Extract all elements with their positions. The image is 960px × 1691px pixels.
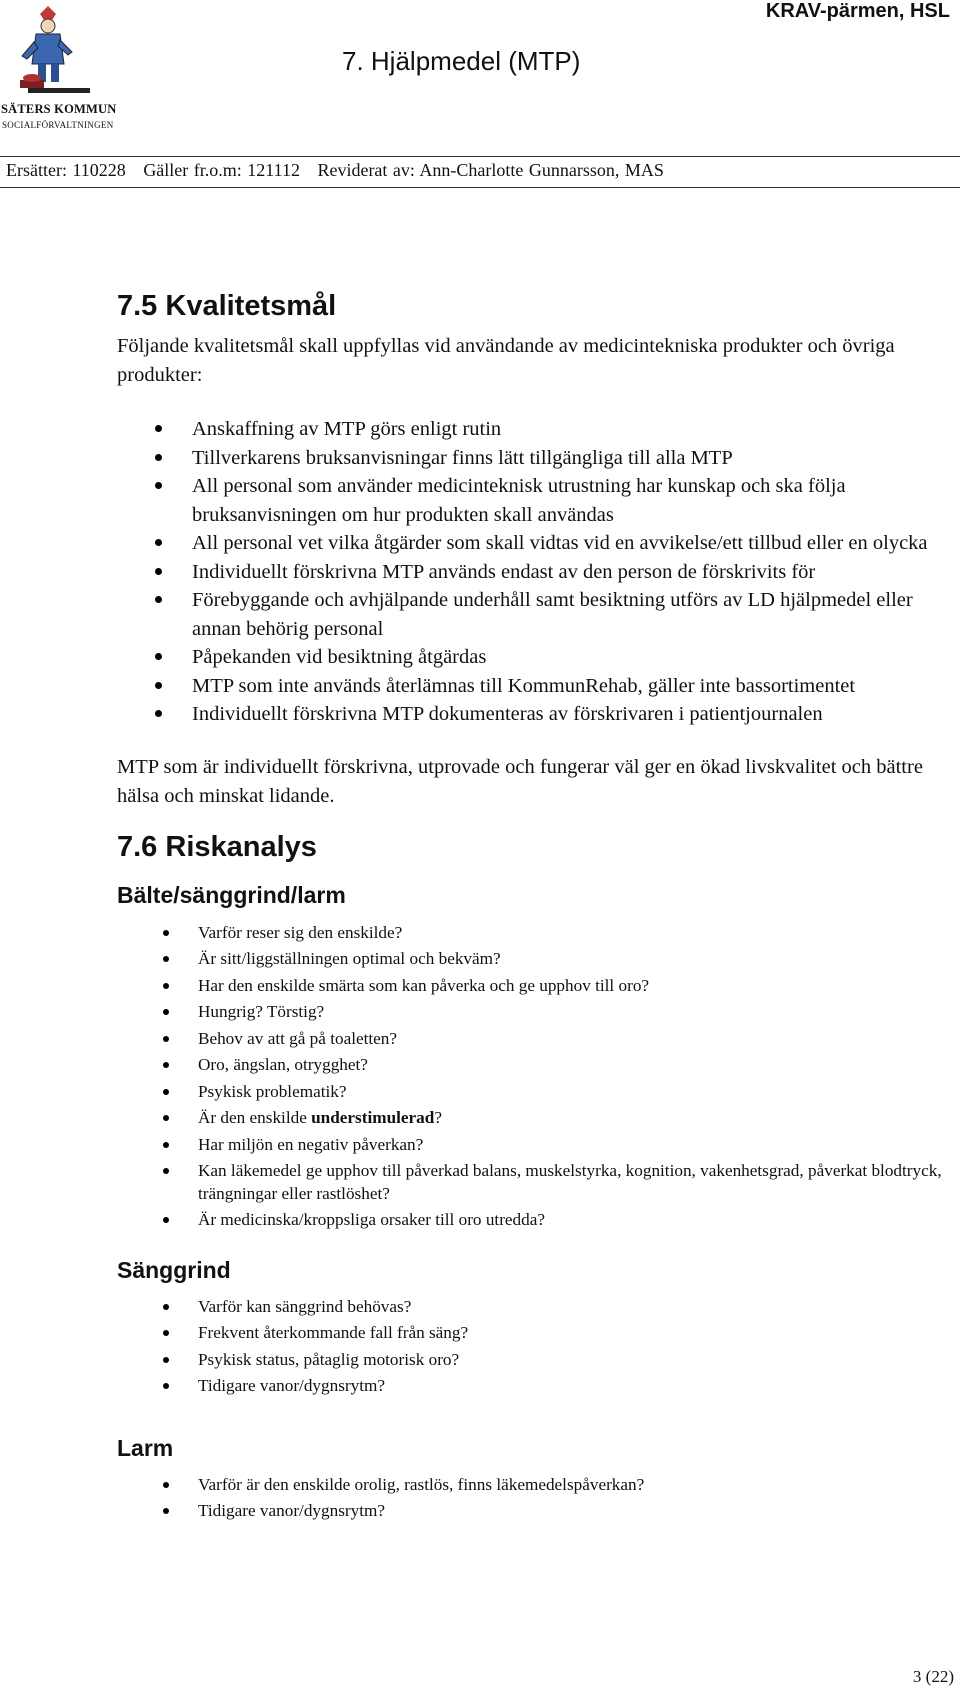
list-item: Varför kan sänggrind behövas?	[117, 1296, 957, 1319]
list-item: Varför reser sig den enskilde?	[117, 922, 957, 945]
balte-list	[117, 922, 957, 1232]
replaces-date: Ersätter: 110228	[6, 160, 126, 180]
list-item: Har miljön en negativ påverkan?	[117, 1134, 957, 1157]
larm-list	[117, 1474, 957, 1523]
subheading-balte: Bälte/sänggrind/larm	[117, 881, 346, 908]
section-heading-kvalitetsmal: 7.5 Kvalitetsmål	[117, 290, 337, 322]
subheading-sanggrind: Sänggrind	[117, 1256, 231, 1283]
list-item: Psykisk problematik?	[117, 1081, 957, 1104]
list-item: Varför är den enskilde orolig, rastlös, finns läkemedelspåverkan?	[117, 1474, 957, 1497]
logo-subtitle: SOCIALFÖRVALTNINGEN	[2, 120, 114, 130]
kvalitetsmal-intro: Följande kvalitetsmål skall uppfyllas vid användande av medicintekniska produkter och övriga produkter:	[117, 335, 895, 386]
item-emphasis: understimulerad	[311, 1108, 435, 1127]
valid-from-date: Gäller fr.o.m: 121112	[143, 160, 300, 180]
list-item: Oro, ängslan, otrygghet?	[117, 1054, 957, 1077]
list-item: Psykisk status, påtaglig motorisk oro?	[117, 1349, 957, 1372]
list-item: MTP som inte används återlämnas till KommunRehab, gäller inte bassortimentet	[117, 672, 957, 701]
logo-name: SÄTERS KOMMUN	[1, 102, 117, 116]
list-item: Är sitt/liggställningen optimal och bekväm?	[117, 948, 957, 971]
list-item	[117, 1107, 957, 1130]
list-item: Tidigare vanor/dygnsrytm?	[117, 1375, 957, 1398]
list-item: Tidigare vanor/dygnsrytm?	[117, 1500, 957, 1523]
list-item: Förebyggande och avhjälpande underhåll samt besiktning utförs av LD hjälpmedel eller annan behörig personal	[117, 586, 957, 643]
list-item: Är medicinska/kroppsliga orsaker till oro utredda?	[117, 1209, 957, 1232]
list-item: All personal vet vilka åtgärder som skall vidtas vid en avvikelse/ett tillbud eller en olycka	[117, 529, 957, 558]
list-item: Har den enskilde smärta som kan påverka och ge upphov till oro?	[117, 975, 957, 998]
section-heading-riskanalys: 7.6 Riskanalys	[117, 830, 317, 863]
revision-info	[6, 160, 676, 181]
list-item: Individuellt förskrivna MTP används endast av den person de förskrivits för	[117, 558, 957, 587]
list-item: Hungrig? Törstig?	[117, 1001, 957, 1024]
revised-by: Reviderat av: Ann-Charlotte Gunnarsson, MAS	[317, 160, 664, 180]
list-item: Frekvent återkommande fall från säng?	[117, 1322, 957, 1345]
list-item: Anskaffning av MTP görs enligt rutin	[117, 415, 957, 444]
header-rule-bottom	[0, 187, 960, 188]
municipality-logo	[0, 2, 118, 130]
binder-title: KRAV-pärmen, HSL	[765, 0, 950, 22]
document-title: 7. Hjälpmedel (MTP)	[342, 46, 581, 76]
list-item: Behov av att gå på toaletten?	[117, 1028, 957, 1051]
list-item: Individuellt förskrivna MTP dokumenteras av förskrivaren i patientjournalen	[117, 700, 957, 729]
item-suffix: ?	[434, 1108, 442, 1127]
list-item: All personal som använder medicinteknisk utrustning har kunskap och ska följa bruksanvisningen om hur produkten skall användas	[117, 472, 957, 529]
main-content	[117, 288, 957, 1527]
list-item: Tillverkarens bruksanvisningar finns lätt tillgängliga till alla MTP	[117, 444, 957, 473]
item-prefix: Är den enskilde	[198, 1108, 312, 1127]
jester-figure-icon	[0, 2, 100, 100]
subheading-larm: Larm	[117, 1434, 174, 1461]
sanggrind-list	[117, 1296, 957, 1398]
kvalitetsmal-list	[117, 415, 957, 729]
header-rule-top	[0, 156, 960, 157]
page-number: 3 (22)	[912, 1667, 954, 1686]
list-item: Påpekanden vid besiktning åtgärdas	[117, 643, 957, 672]
kvalitetsmal-outro: MTP som är individuellt förskrivna, utprovade och fungerar väl ger en ökad livskvalitet och bättre hälsa och minskat lidande.	[117, 755, 923, 807]
list-item: Kan läkemedel ge upphov till påverkad balans, muskelstyrka, kognition, vakenhetsgrad, påverkat blodtryck, trängningar eller rastlöshet?	[117, 1160, 957, 1205]
